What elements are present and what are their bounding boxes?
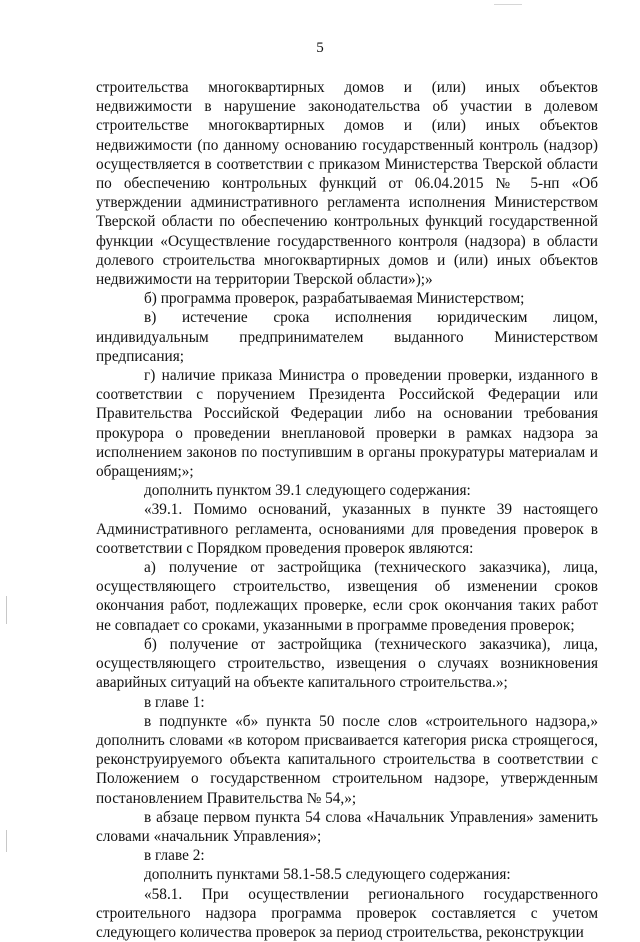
paragraph-39-1-b: б) получение от застройщика (технического заказчика), лица, осуществляющего строительство, извещения о случаях возникновения аварийных ситуаций на объекте капитального строительства.»; (96, 635, 598, 692)
paragraph-add-58: дополнить пунктами 58.1-58.5 следующего содержания: (144, 866, 511, 884)
paragraph-item-g: г) наличие приказа Министра о проведении проверки, изданного в соответствии с поручением Президента Российской Федерации или Правительства Российской Федерации либо на основании требования прокурора о проведении внеплановой проверки в рамках надзора за исполнением законов по поступившим в органы прокуратуры материалам и обращениям;»; (96, 367, 598, 481)
scan-artifact-top (494, 4, 522, 5)
paragraph-item-50: в подпункте «б» пункта 50 после слов «строительного надзора,» дополнить словами «в котором присваивается категория риска строящегося, реконструируемого объекта капитального строительства в соответствии с Положением о государственном строительном надзоре, утвержденным постановлением Правительства № 54,»; (96, 712, 598, 807)
paragraph-item-b: б) программа проверок, разрабатываемая Министерством; (144, 290, 525, 308)
paragraph-item-54: в абзаце первом пункта 54 слова «Начальник Управления» заменить словами «начальник Управления»; (96, 808, 598, 845)
paragraph-39-1-a: а) получение от застройщика (технического заказчика), лица, осуществляющего строительство, извещения об изменении сроков окончания работ, подлежащих проверке, если срок окончания таких работ не совпадает со сроками, указанными в программе проведения проверок; (96, 559, 598, 634)
scan-artifact-left-2 (6, 830, 7, 852)
paragraph-continuation: строительства многоквартирных домов и (или) иных объектов недвижимости в нарушение законодательства об участии в долевом строительстве многоквартирных домов и (или) иных объектов недвижимости (по данному основанию государственный контроль (надзор) осуществляется в соответствии с приказом Министерства Тверской области по обеспечению контрольных функций от 06.04.2015 № 5-нп «Об утверждении административного регламента исполнения Министерством Тверской области по обеспечению контрольных функций государственной функции «Осуществление государственного контроля (надзора) в области долевого строительства многоквартирных домов и (или) иных объектов недвижимости на территории Тверской области»);» (96, 79, 598, 289)
page-number: 5 (316, 40, 324, 56)
paragraph-add-39-1: дополнить пунктом 39.1 следующего содержания: (144, 482, 471, 500)
paragraph-chapter-1: в главе 1: (144, 693, 205, 711)
paragraph-39-1: «39.1. Помимо оснований, указанных в пункте 39 настоящего Административного регламента, основаниями для проведения проверок в соответствии с Порядком проведения проверок являются: (96, 501, 598, 557)
paragraph-item-v: в) истечение срока исполнения юридическим лицом, индивидуальным предпринимателем выданного Министерством предписания; (96, 309, 598, 365)
document-body (96, 78, 598, 942)
scan-artifact-left-1 (6, 596, 7, 624)
paragraph-58-1: «58.1. При осуществлении регионального государственного строительного надзора программа проверок составляется с учетом следующего количества проверок за период строительства, реконструкции (96, 885, 598, 941)
paragraph-chapter-2: в главе 2: (144, 847, 205, 865)
